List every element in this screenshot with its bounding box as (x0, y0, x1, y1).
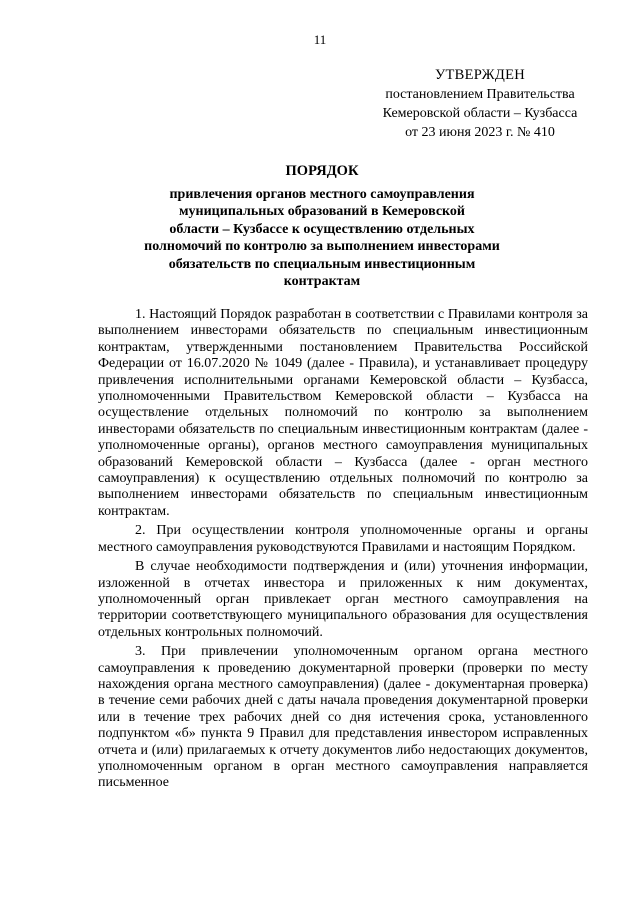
approval-heading: УТВЕРЖДЕН (434, 67, 526, 83)
approval-block (360, 66, 600, 142)
paragraph: В случае необходимости подтверждения и (или) уточнения информации, изложенной в отчетах инвестора и приложенных к ним документах, уполномоченный орган привлекает орган местного самоуправления на территории соответствующего муниципального образования для осуществления отдельных контрольных полномочий. (98, 559, 588, 640)
page-number: 11 (313, 32, 327, 47)
approval-line: постановлением Правительства (385, 87, 575, 102)
approval-date: от 23 июня 2023 г. № 410 (405, 125, 555, 140)
document-body (98, 307, 588, 795)
title-main: ПОРЯДОК (285, 163, 359, 179)
paragraph: 2. При осуществлении контроля уполномоченные органы и органы местного самоуправления руководствуются Правилами и настоящим Порядком. (98, 523, 588, 555)
paragraph: 3. При привлечении уполномоченным органом органа местного самоуправления к проведению документарной проверки (проверки по месту нахождения органа местного самоуправления) (далее - документарная проверка) в течение семи рабочих дней с даты начала проведения документарной проверки или в течение трех рабочих дней со дня истечения срока, установленного подпунктом «б» пункта 9 Правил для представления инвестором исправленных отчета и (или) прилагаемых к отчету документов либо недостающих документов, уполномоченным органом в орган местного самоуправления направляется письменное (98, 644, 588, 791)
paragraph: 1. Настоящий Порядок разработан в соответствии с Правилами контроля за выполнением инвесторами обязательств по специальным инвестиционным контрактам, утвержденными постановлением Правительства Российской Федерации от 16.07.2020 № 1049 (далее - Правила), и устанавливает процедуру привлечения исполнительными органами Кемеровской области – Кузбасса, уполномоченными Правительством Кемеровской области – Кузбасса на осуществление отдельных полномочий по контролю за выполнением инвесторами обязательств по специальным инвестиционным контрактам (далее - уполномоченные органы), органов местного самоуправления муниципальных образований Кемеровской области – Кузбасса (далее - орган местного самоуправления) к осуществлению отдельных полномочий по контролю за выполнением инвесторами обязательств по специальным инвестиционным контрактам. (98, 307, 588, 519)
approval-line: Кемеровской области – Кузбасса (382, 106, 578, 121)
title-subtitle: привлечения органов местного самоуправления муниципальных образований в Кемеровской области – Кузбассе к осуществлению отдельных полномочий по контролю за выполнением инвесторами обязательств по специальным инвестиционным контрактам (144, 186, 500, 289)
document-title (98, 163, 546, 291)
